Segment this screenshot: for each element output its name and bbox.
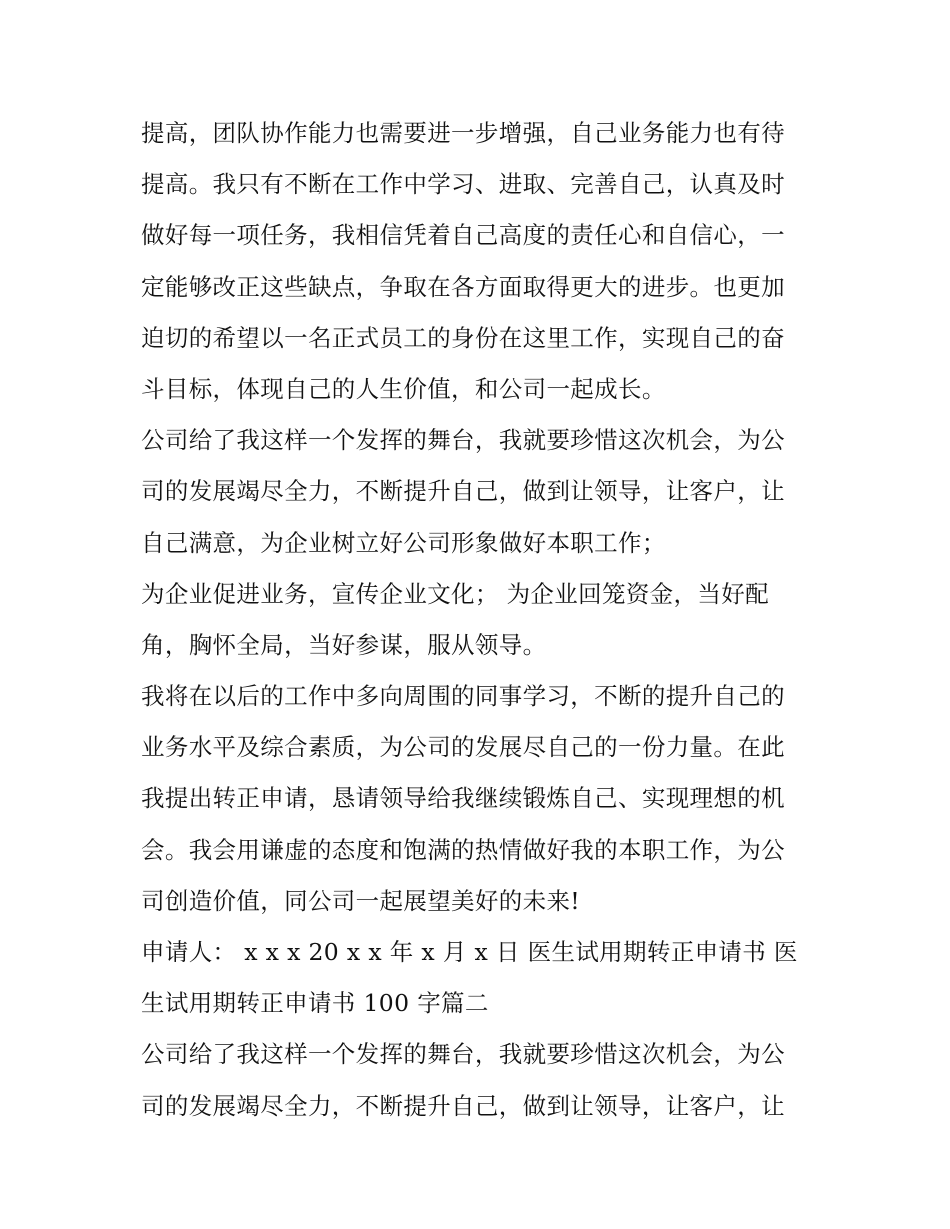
document-body: [141, 108, 813, 1132]
text-line: 迫切的希望以一名正式员工的身份在这里工作，实现自己的奋: [141, 323, 785, 352]
text-line: 为企业促进业务，宣传企业文化； 为企业回笼资金，当好配: [141, 579, 769, 608]
text-line: 我将在以后的工作中多向周围的同事学习，不断的提升自己的: [141, 682, 785, 711]
text-line: 申请人： x x x 20 x x 年 x 月 x 日 医生试用期转正申请书 医: [141, 938, 798, 966]
text-line: 我提出转正申请，恳请领导给我继续锻炼自己、实现理想的机: [141, 784, 785, 813]
text-line: 自己满意，为企业树立好公司形象做好本职工作；: [141, 528, 666, 557]
text-line: 生试用期转正申请书 100 字篇二: [141, 989, 489, 1018]
text-line: 做好每一项任务，我相信凭着自己高度的责任心和自信心，一: [141, 221, 785, 250]
text-line: 业务水平及综合素质，为公司的发展尽自己的一份力量。在此: [141, 733, 785, 762]
text-line: 司创造价值，同公司一起展望美好的未来!: [141, 886, 581, 915]
text-line: 定能够改正这些缺点，争取在各方面取得更大的进步。也更加: [141, 272, 785, 301]
text-line: 提高。我只有不断在工作中学习、进取、完善自己，认真及时: [141, 170, 785, 199]
text-line: 司的发展竭尽全力，不断提升自己，做到让领导，让客户，让: [141, 1091, 785, 1120]
text-line: 会。我会用谦虚的态度和饱满的热情做好我的本职工作，为公: [141, 835, 785, 864]
text-line: 斗目标，体现自己的人生价值，和公司一起成长。: [141, 374, 666, 403]
text-line: 公司给了我这样一个发挥的舞台，我就要珍惜这次机会，为公: [141, 426, 785, 455]
text-line: 提高，团队协作能力也需要进一步增强，自己业务能力也有待: [141, 119, 785, 147]
text-line: 公司给了我这样一个发挥的舞台，我就要珍惜这次机会，为公: [141, 1040, 785, 1069]
text-line: 司的发展竭尽全力，不断提升自己，做到让领导，让客户，让: [141, 477, 785, 506]
text-line: 角，胸怀全局，当好参谋，服从领导。: [141, 630, 547, 659]
